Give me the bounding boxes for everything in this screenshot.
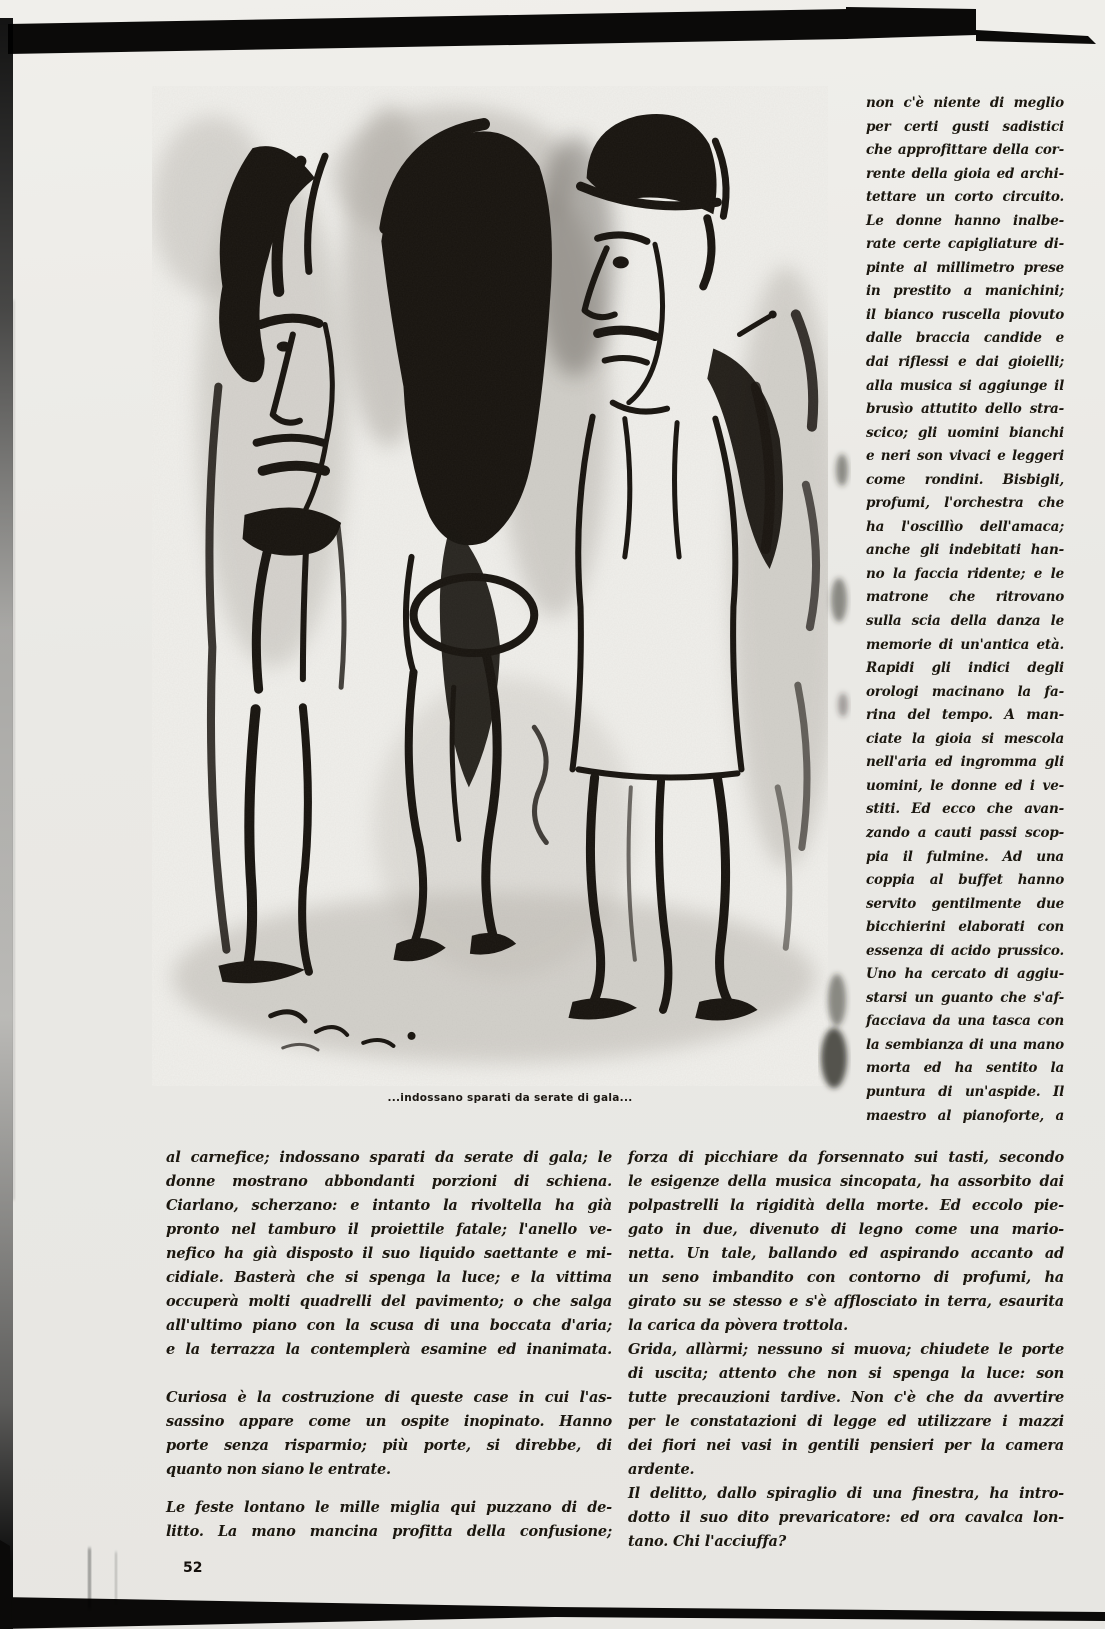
text-line: il bianco ruscella piovuto [866,306,1064,323]
text-line: non c'è niente di meglio [866,95,1064,111]
paragraph [866,92,1064,1128]
text-line: essenza di acido prussico. [866,942,1064,959]
text-line: e neri son vivaci e leggeri [866,448,1064,465]
text-line: ardente. [628,1461,695,1478]
text-line: morta ed ha sentito la [866,1060,1064,1077]
text-line: Le feste lontano le mille miglia qui puzzano di de- [166,1499,612,1516]
text-line: Ciarlano, scherzano: e intanto la rivoltella ha già [166,1197,612,1214]
text-line: donne mostrano abbondanti porzioni di schiena. [166,1173,612,1190]
text-line: profumi, l'orchestra che [866,495,1064,512]
bottom-right-text-column [628,1146,1064,1554]
page-number: 52 [183,1560,203,1576]
text-line: dalle braccia candide e [866,330,1064,347]
scan-scratch [115,1552,117,1602]
left-gutter-line [13,300,15,1200]
paragraph [166,1386,612,1482]
illustration-caption: ...indossano sparati da serate di gala... [387,1092,633,1104]
text-line: al carnefice; indossano sparati da serate di gala; le [166,1149,612,1166]
text-line: maestro al pianoforte, a [866,1107,1064,1124]
bottom-black-band [0,1597,1105,1629]
text-line: sassino appare come un ospite inopinato. Hanno [166,1413,612,1430]
text-line: forza di picchiare da forsennato sui tasti, secondo [628,1149,1064,1166]
text-line: dotto il suo dito prevaricatore: ed ora cavalca lon- [628,1509,1064,1526]
text-line: coppia al buffet hanno [866,872,1064,889]
text-line: le esigenze della musica sincopata, ha assorbito dai [628,1173,1064,1190]
text-line: per certi gusti sadistici [866,118,1064,135]
text-line: ha l'oscillìo dell'amaca; [866,518,1064,535]
text-line: no la faccia ridente; e le [866,565,1064,582]
text-line: scico; gli uomini bianchi [866,424,1064,441]
paragraph [166,1146,612,1362]
text-line: la sembianza di una mano [866,1036,1064,1053]
text-line: all'ultimo piano con la scusa di una boccata d'aria; [166,1317,612,1334]
text-line: bicchierini elaborati con [866,919,1064,936]
paragraph [628,1482,1064,1554]
text-line: dai riflessi e dai gioielli; [866,354,1064,371]
text-line: gato in due, divenuto di legno come una mario- [628,1221,1064,1238]
text-line: ciate la gioia si mescola [866,730,1064,747]
text-line: un seno imbandito con contorno di profumi, ha [628,1269,1064,1286]
text-line: tettare un corto circuito. [866,189,1064,206]
bottom-left-corner-shadow [0,1540,12,1629]
text-line: rina del tempo. A man- [866,707,1064,724]
ink-drawing-illustration [152,86,828,1086]
paragraph [628,1338,1064,1482]
text-line: litto. La mano mancina profitta della confusione; [166,1523,612,1540]
text-line: e la terrazza la contemplerà esamine ed inanimata. [166,1341,612,1358]
right-text-column [866,92,1064,1128]
text-line: zando a cauti passi scop- [866,824,1064,841]
text-line: alla musica si aggiunge il [866,377,1064,394]
text-line: quanto non siano le entrate. [166,1461,391,1478]
top-right-thin-strip [976,30,1096,44]
text-line: Rapidi gli indici degli [866,660,1064,677]
text-line: dei fiori nei vasi in gentili pensieri per la camera [628,1437,1064,1454]
text-line: matrone che ritrovano [866,589,1064,606]
text-line: Il delitto, dallo spiraglio di una finestra, ha intro- [628,1485,1064,1502]
text-line: di uscita; attento che non si spenga la luce: son [628,1365,1064,1382]
text-line: Curiosa è la costruzione di queste case in cui l'as- [166,1389,612,1406]
paragraph [166,1496,612,1544]
text-line: tutte precauzioni tardive. Non c'è che da avvertire [628,1389,1064,1406]
text-line: puntura di un'aspide. Il [866,1083,1064,1100]
text-line: pronto nel tamburo il proiettile fatale; l'anello ve- [166,1221,612,1238]
text-line: occuperà molti quadrelli del pavimento; o che salga [166,1293,612,1310]
text-line: la carica da pòvera trottola. [628,1317,848,1334]
text-line: uomini, le donne ed i ve- [866,777,1064,794]
text-line: netta. Un tale, ballando ed aspirando accanto ad [628,1245,1064,1262]
text-line: tano. Chi l'acciuffa? [628,1533,787,1550]
text-line: servito gentilmente due [866,895,1064,912]
bottom-left-text-column [166,1146,612,1544]
text-line: come rondini. Bisbigli, [866,471,1064,488]
text-line: memorie di un'antica età. [866,636,1064,653]
text-line: brusìo attutito dello stra- [866,401,1064,418]
text-line: anche gli indebitati han- [866,542,1064,559]
text-line: stiti. Ed ecco che avan- [866,801,1064,818]
text-line: rate certe capigliature di- [866,236,1064,253]
text-line: rente della gioia ed archi- [866,165,1064,182]
text-line: che approfittare della cor- [866,142,1064,159]
text-line: pinte al millimetro prese [866,259,1064,276]
text-line: facciava da una tasca con [866,1013,1064,1030]
text-line: porte senza risparmio; più porte, si direbbe, di [166,1437,612,1454]
text-line: per le constatazioni di legge ed utilizzare i mazzi [628,1413,1064,1430]
top-black-band [8,9,848,54]
text-line: girato su se stesso e s'è afflosciato in terra, esaurita [628,1293,1064,1310]
paper-grain [152,86,828,1086]
text-line: sulla scia della danza le [866,613,1064,630]
text-line: Le donne hanno inalbe- [866,212,1064,229]
paragraph [628,1146,1064,1338]
top-right-black-tab [846,7,976,39]
text-line: starsi un guanto che s'af- [866,989,1064,1006]
text-line: pia il fulmine. Ad una [866,848,1064,865]
text-line: Grida, allàrmi; nessuno si muova; chiudete le porte [628,1341,1064,1358]
text-line: in prestito a manichini; [866,283,1064,300]
scan-scratch [88,1548,91,1608]
left-gutter-strip [0,18,13,1629]
text-line: orologi macinano la fa- [866,683,1064,700]
text-line: polpastrelli la rigidità della morte. Ed eccolo pie- [628,1197,1064,1214]
text-line: Uno ha cercato di aggiu- [866,966,1064,983]
text-line: nefico ha già disposto il suo liquido saettante e mi- [166,1245,612,1262]
text-line: cidiale. Basterà che si spenga la luce; e la vittima [166,1269,612,1286]
text-line: nell'aria ed ingromma gli [866,754,1064,771]
ink-drawing-three-figures [152,86,828,1086]
